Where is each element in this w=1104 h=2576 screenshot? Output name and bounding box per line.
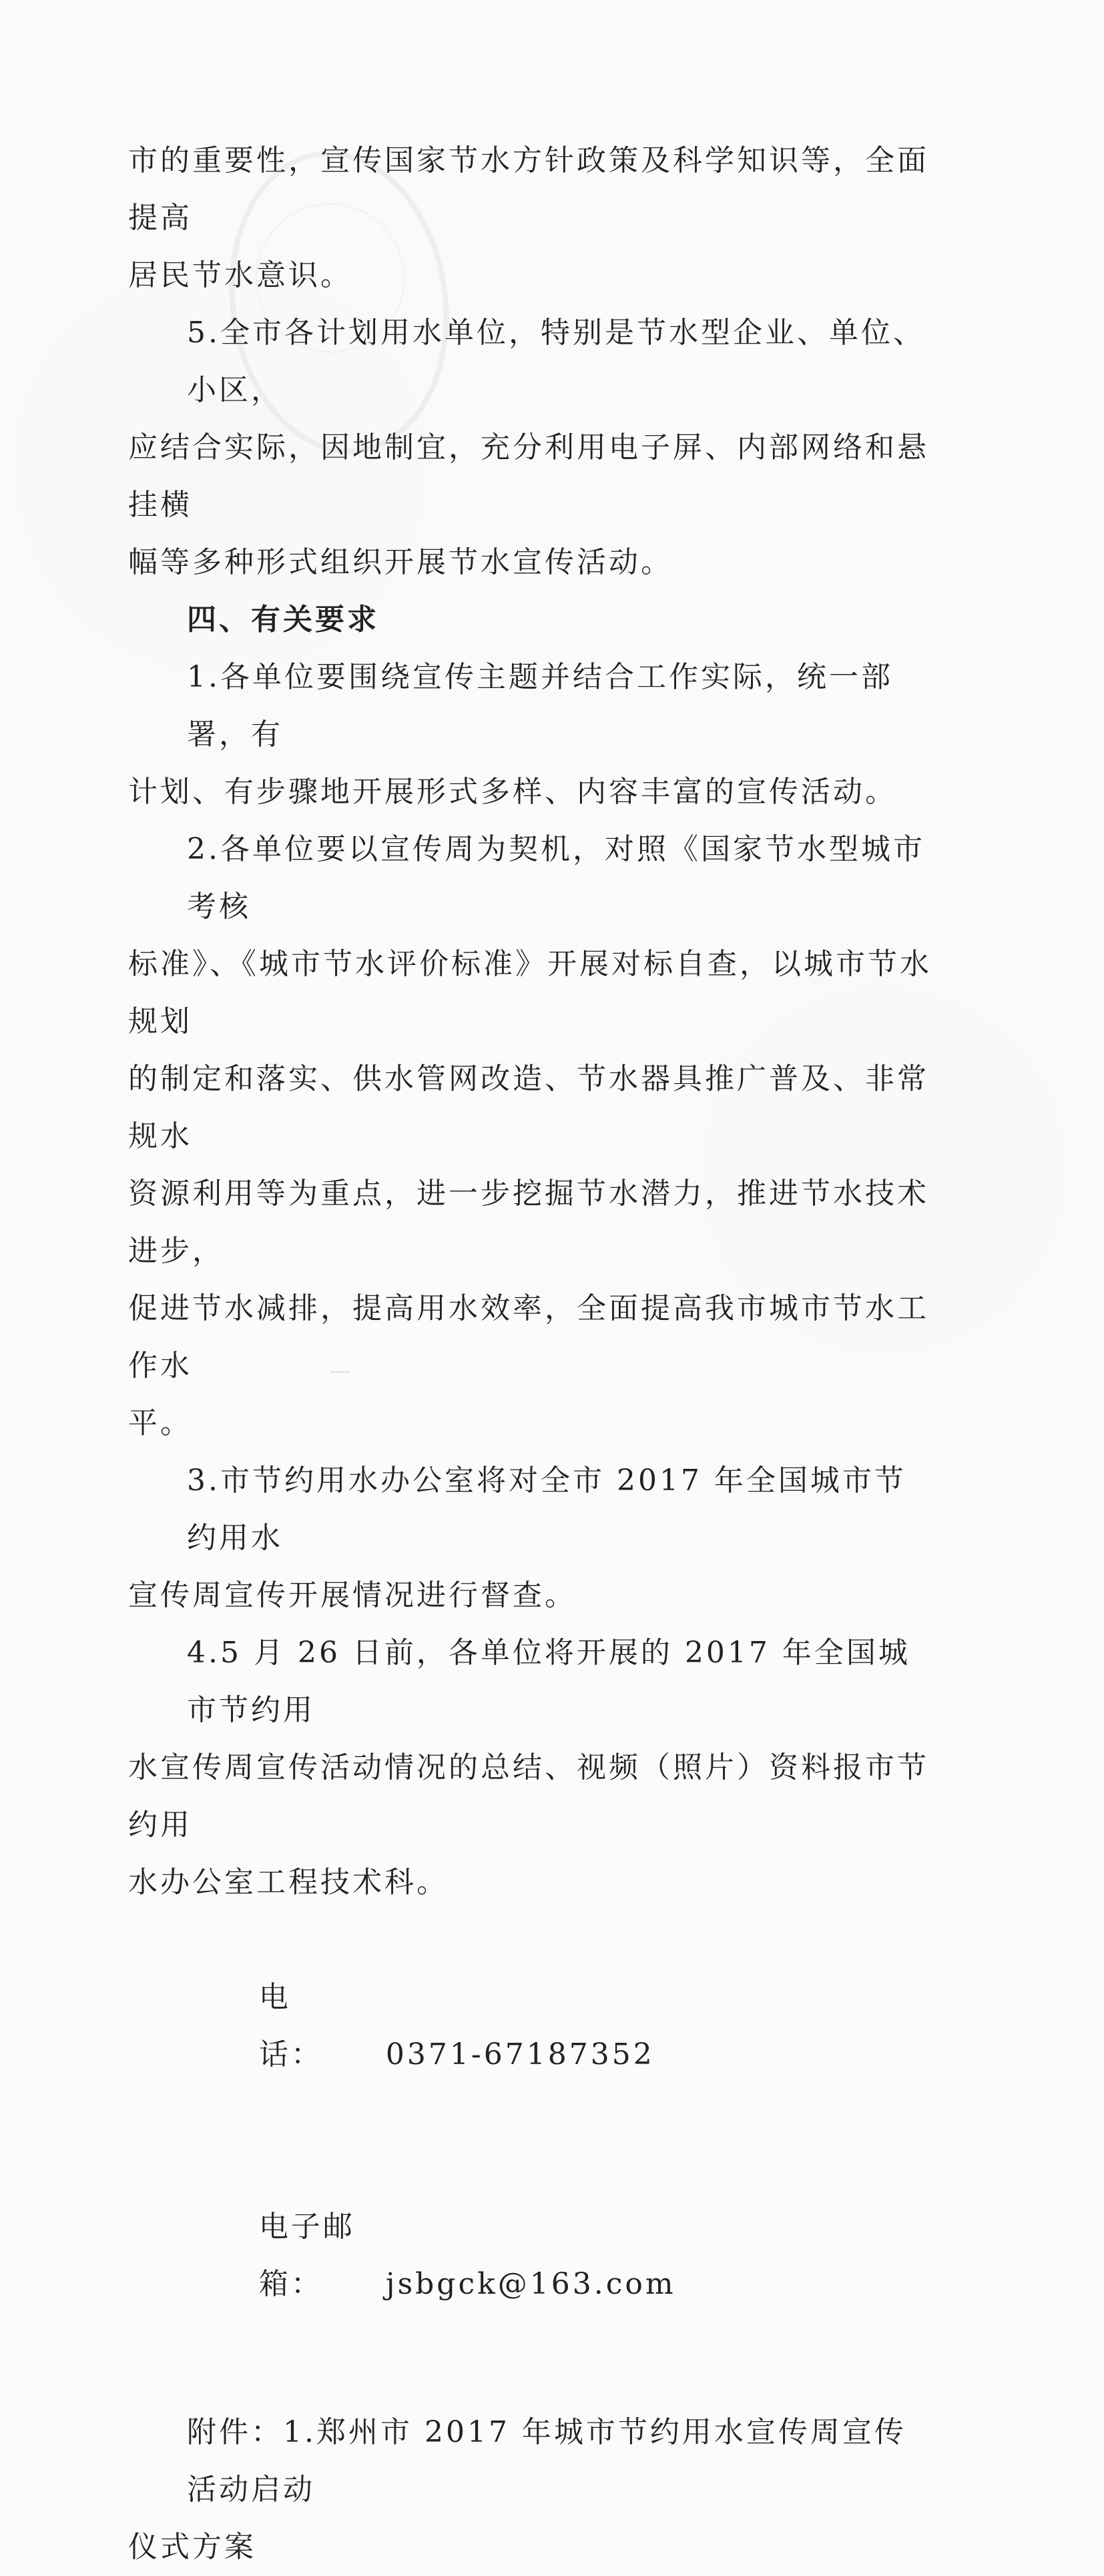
requirement-4-line-1: 4.5 月 26 日前，各单位将开展的 2017 年全国城市节约用 — [187, 1636, 910, 1727]
requirement-2-line-6: 平。 — [128, 1406, 192, 1440]
requirement-2-line-1: 2.各单位要以宣传周为契机，对照《国家节水型城市考核 — [187, 832, 925, 924]
scan-mark — [330, 1371, 350, 1373]
contact-email-line — [128, 2141, 936, 2370]
email-value: jsbgck@163.com — [385, 2267, 676, 2301]
requirement-2-line-5: 促进节水减排，提高用水效率，全面提高我市城市节水工作水 — [128, 1291, 929, 1383]
requirement-1-line-2: 计划、有步骤地开展形式多样、内容丰富的宣传活动。 — [128, 775, 897, 809]
contact-phone-line — [128, 1911, 936, 2141]
item-5-line-3: 幅等多种形式组织开展节水宣传活动。 — [128, 545, 673, 579]
requirement-1-line-1: 1.各单位要围绕宣传主题并结合工作实际，统一部署，有 — [187, 660, 893, 751]
requirement-4-line-3: 水办公室工程技术科。 — [128, 1865, 449, 1899]
requirement-2-line-2: 标准》、《城市节水评价标准》开展对标自查，以城市节水规划 — [128, 947, 932, 1038]
body-line-1: 市的重要性，宣传国家节水方针政策及科学知识等，全面提高 — [128, 143, 929, 235]
phone-value: 0371-67187352 — [385, 2037, 655, 2071]
document-body — [128, 132, 936, 2576]
item-5-line-1: 5.全市各计划用水单位，特别是节水型企业、单位、小区， — [187, 316, 925, 407]
requirement-3-line-1: 3.市节约用水办公室将对全市 2017 年全国城市节约用水 — [187, 1464, 906, 1555]
requirement-2-line-4: 资源利用等为重点，进一步挖掘节水潜力，推进节水技术进步， — [128, 1177, 929, 1268]
item-5-line-2: 应结合实际，因地制宜，充分利用电子屏、内部网络和悬挂横 — [128, 430, 929, 522]
attachment-line-2: 仪式方案 — [128, 2530, 256, 2564]
body-line-2: 居民节水意识。 — [128, 258, 352, 292]
section-heading: 四、有关要求 — [187, 603, 379, 637]
email-label: 电子邮箱： — [258, 2210, 355, 2301]
attachment-line-1: 附件：1.郑州市 2017 年城市节约用水宣传周宣传活动启动 — [187, 2415, 906, 2507]
requirement-3-line-2: 宣传周宣传开展情况进行督查。 — [128, 1578, 577, 1612]
phone-label: 电 话： — [258, 1980, 355, 2071]
requirement-4-line-2: 水宣传周宣传活动情况的总结、视频（照片）资料报市节约用 — [128, 1750, 929, 1842]
requirement-2-line-3: 的制定和落实、供水管网改造、节水器具推广普及、非常规水 — [128, 1062, 929, 1153]
